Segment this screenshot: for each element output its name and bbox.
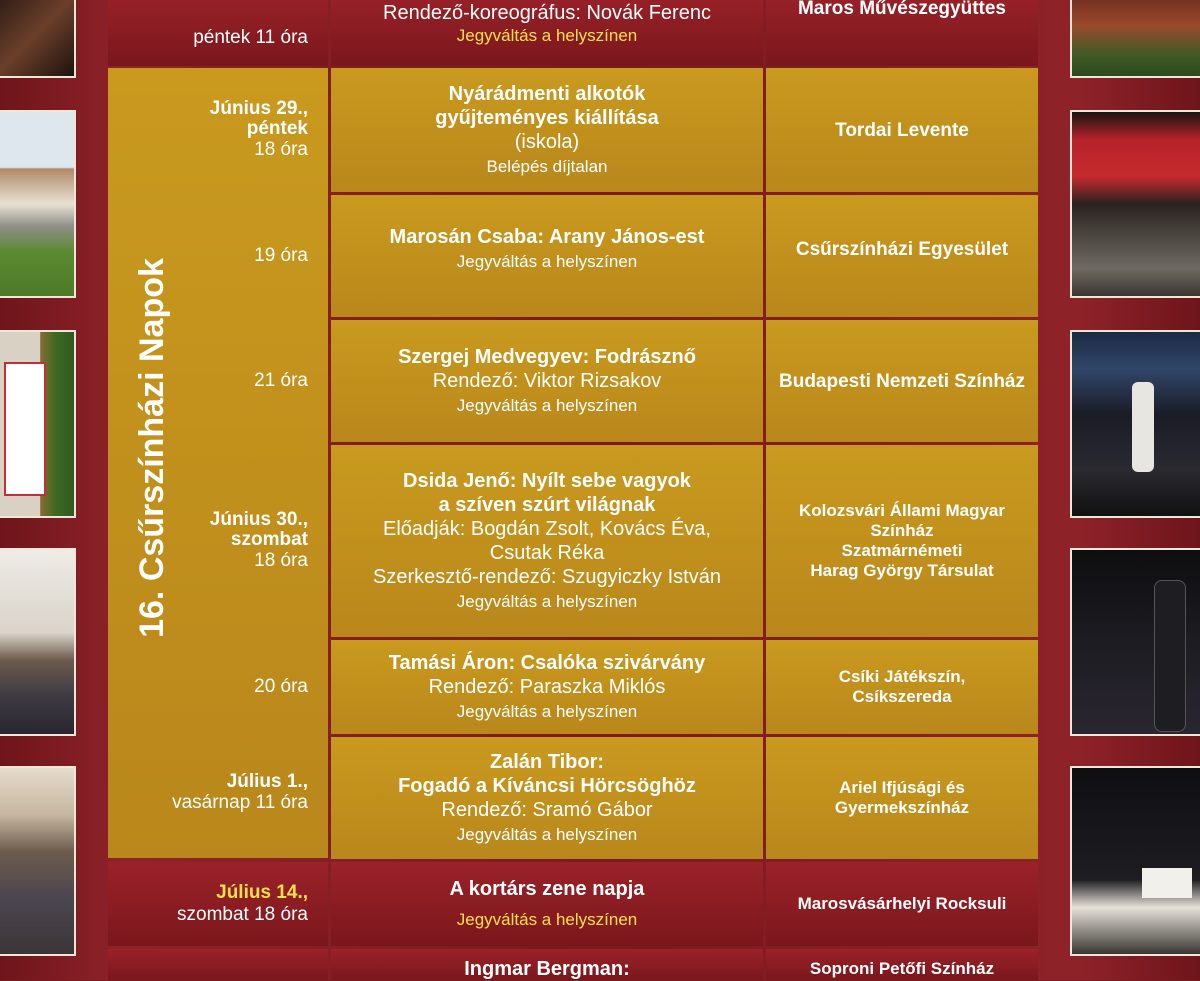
row3-director: Rendező: Viktor Rizsakov [432,370,662,392]
row4-cast2: Csutak Réka [489,542,605,564]
row5-director: Rendező: Paraszka Miklós [428,676,666,698]
row5-perf1: Csíki Játékszín, [838,667,966,686]
row5-title1: Tamási Áron: Csalóka szivárvány [388,652,706,674]
row0-date-line: péntek 11 óra [193,27,308,48]
row6-title2: Fogadó a Kíváncsi Hörcsöghöz [398,775,696,797]
row0-performer: Maros Művészegyüttes [797,0,1006,19]
photo-red-curtain-stage [1070,110,1200,298]
row3-ticket: Jegyváltás a helyszínen [456,396,638,415]
row7-date-norm: szombat 18 óra [177,904,308,925]
row1-title2: gyűjteményes kiállítása [435,107,659,129]
row1-program [331,68,763,192]
row4-title1: Dsida Jenő: Nyílt sebe vagyok [403,470,691,492]
row4-perf3: Szatmárnémeti [841,541,963,560]
row3-date [108,320,328,442]
row6-date-bold: Július 1., [226,771,308,792]
row0-date [108,0,328,66]
row1-performer: Tordai Levente [835,119,969,141]
row1-sub: (iskola) [514,131,580,153]
row8-performer-cell [766,949,1038,980]
row7-performer: Marosvásárhelyi Rocksuli [797,894,1007,913]
row2-ticket: Jegyváltás a helyszínen [456,252,638,271]
row7-program [331,862,763,946]
row5-time: 20 óra [254,676,308,697]
row8-program [331,949,763,980]
row7-performer-cell [766,862,1038,946]
row4-editor: Szerkesztő-rendező: Szugyiczky István [373,566,721,588]
photo-stage-crowd [0,0,76,78]
photo-table-scene [1070,766,1200,956]
row2-date [108,195,328,317]
row6-date-norm: vasárnap 11 óra [172,792,308,813]
row7-title1: A kortárs zene napja [449,878,645,900]
row1-date [108,68,328,192]
row2-program [331,195,763,317]
row4-date-day: szombat [230,529,308,550]
row8-date [108,949,328,980]
row1-ticket: Belépés díjtalan [486,157,608,176]
row7-ticket: Jegyváltás a helyszínen [456,910,638,929]
row5-ticket: Jegyváltás a helyszínen [456,702,638,721]
row4-performer-cell [766,445,1038,637]
row4-time: 18 óra [254,550,308,571]
photo-actors-dark [1070,548,1200,736]
photo-poster-board [0,330,76,518]
row2-title1: Marosán Csaba: Arany János-est [389,226,705,248]
row8-performer: Soproni Petőfi Színház [809,959,995,978]
row3-program [331,320,763,442]
row3-time: 21 óra [254,370,308,391]
row5-perf2: Csíkszereda [852,687,952,706]
row4-ticket: Jegyváltás a helyszínen [456,592,638,611]
row2-performer-cell [766,195,1038,317]
row4-program [331,445,763,637]
row6-director: Rendező: Sramó Gábor [441,799,653,821]
row1-date-day: péntek [246,118,308,139]
row4-title2: a szíven szúrt világnak [438,494,656,516]
row8-title1: Ingmar Bergman: [464,958,630,980]
row1-time: 18 óra [254,139,308,160]
row1-date-bold: Június 29., [209,98,308,119]
row6-performer-cell [766,737,1038,859]
row6-title1: Zalán Tibor: [489,751,605,773]
row6-ticket: Jegyváltás a helyszínen [456,825,638,844]
photo-dancers [1070,0,1200,78]
row4-date [108,445,328,637]
row4-perf4: Harag György Társulat [810,561,994,580]
row3-performer: Budapesti Nemzeti Színház [779,370,1025,392]
festival-title: 16. Csűrszínházi Napok [133,258,171,638]
row3-performer-cell [766,320,1038,442]
row0-performer-cell [766,0,1038,66]
row0-ticket: Jegyváltás a helyszínen [456,26,638,45]
photo-audience-hall [0,766,76,956]
row6-program [331,737,763,859]
row1-title1: Nyárádmenti alkotók [448,83,646,105]
row2-time: 19 óra [254,245,308,266]
row5-performer-cell [766,640,1038,734]
row7-date-bold: Július 14., [216,882,308,903]
row7-date [108,862,328,946]
row4-perf1: Kolozsvári Állami Magyar [799,501,1005,520]
photo-theatre-interior [1070,330,1200,518]
row6-date [108,737,328,859]
row0-program [331,0,763,66]
photo-village-house [0,110,76,298]
row5-date [108,640,328,734]
row0-program-line: Rendező-koreográfus: Novák Ferenc [383,2,711,24]
row4-perf2: Színház [870,521,934,540]
row1-performer-cell [766,68,1038,192]
row6-perf2: Gyermekszínház [834,798,970,817]
row5-program [331,640,763,734]
photo-exhibition-visitors [0,548,76,736]
row4-date-bold: Június 30., [209,509,308,530]
row6-perf1: Ariel Ifjúsági és [839,778,965,797]
row4-cast1: Előadják: Bogdán Zsolt, Kovács Éva, [383,518,711,540]
row2-performer: Csűrszínházi Egyesület [795,238,1009,260]
row3-title1: Szergej Medvegyev: Fodrásznő [398,346,696,368]
